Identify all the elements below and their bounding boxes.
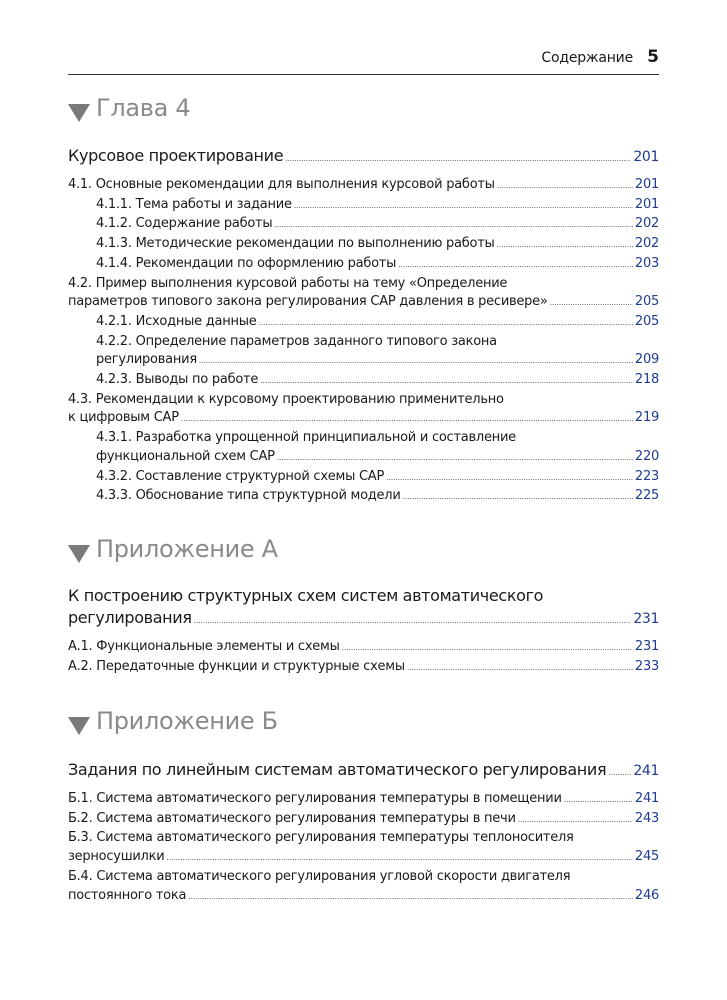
toc-entry-first-line[interactable]: 4.2.2. Определение параметров заданного типового закона: [96, 333, 497, 349]
toc-entry-text: А.1. Функциональные элементы и схемы: [68, 639, 340, 654]
toc-entry[interactable]: [68, 255, 659, 275]
toc-entry[interactable]: [68, 313, 659, 333]
toc-page-number: 233: [634, 658, 659, 674]
toc-page-number: 205: [634, 294, 659, 310]
toc-page-number: 220: [634, 448, 659, 464]
section-heading: [68, 537, 659, 577]
toc-entry-text: Б.1. Система автоматического регулирования температуры в помещении: [68, 791, 562, 806]
toc-entry-text: регулирования: [96, 352, 197, 368]
toc-entry[interactable]: [68, 487, 659, 507]
section-title: Глава 4: [96, 94, 191, 122]
section-title: Приложение А: [96, 535, 278, 563]
toc-entry-text: 4.3.2. Составление структурной схемы САР: [96, 468, 385, 484]
leader-dots: [194, 607, 632, 632]
toc-entry-text: зерносушилки: [68, 849, 165, 865]
leader-dots: [181, 409, 633, 429]
toc-entry-text: регулирования: [68, 608, 192, 627]
toc-entry[interactable]: [68, 790, 659, 810]
toc-page-number: 231: [634, 639, 659, 654]
toc-entry[interactable]: [68, 448, 659, 468]
leader-dots: [258, 313, 632, 333]
toc-entry[interactable]: [68, 658, 659, 678]
toc-entry-first-line[interactable]: К построению структурных схем систем автоматического: [68, 586, 544, 605]
leader-dots: [398, 255, 633, 275]
toc-entry-text: функциональной схем САР: [96, 448, 275, 464]
page-number: 5: [647, 47, 659, 67]
leader-dots: [294, 196, 633, 216]
toc-page-number: 241: [633, 763, 659, 779]
toc-entry[interactable]: [68, 887, 659, 907]
toc-entry[interactable]: [68, 848, 659, 868]
toc-page-number: 241: [634, 791, 659, 806]
leader-dots: [497, 176, 633, 196]
section-title: Приложение Б: [96, 707, 278, 735]
toc-page-number: 246: [634, 887, 659, 903]
leader-dots: [608, 759, 631, 784]
toc-entry[interactable]: [68, 293, 659, 313]
toc-entry[interactable]: [68, 759, 659, 784]
toc-entry-text: 4.2.3. Выводы по работе: [96, 372, 259, 388]
triangle-marker-icon: [68, 104, 90, 122]
toc-entry-text: 4.1. Основные рекомендации для выполнения курсовой работы: [68, 177, 495, 192]
toc-entry-text: А.2. Передаточные функции и структурные схемы: [68, 658, 405, 674]
running-header-title: Содержание: [541, 50, 633, 66]
toc-entry-text: 4.1.2. Содержание работы: [96, 216, 273, 232]
toc-entry-first-line[interactable]: Б.4. Система автоматического регулирования угловой скорости двигателя: [68, 868, 571, 884]
toc-entry-text: параметров типового закона регулирования САР давления в ресивере»: [68, 294, 548, 310]
toc-page-number: 225: [634, 488, 659, 504]
toc-entry-text: Б.2. Система автоматического регулирования температуры в печи: [68, 810, 516, 826]
toc-entry[interactable]: [68, 607, 659, 632]
toc-page-number: 203: [634, 255, 659, 271]
toc-page-number: 202: [634, 236, 659, 252]
toc-entry[interactable]: [68, 371, 659, 391]
toc-page-number: 231: [633, 611, 659, 627]
toc-entry[interactable]: [68, 235, 659, 255]
toc-entry[interactable]: [68, 215, 659, 235]
leader-dots: [403, 487, 633, 507]
toc-entry-text: 4.1.4. Рекомендации по оформлению работы: [96, 255, 397, 271]
triangle-marker-icon: [68, 717, 90, 735]
leader-dots: [274, 215, 633, 235]
toc-entry[interactable]: [68, 409, 659, 429]
toc-page-number: 209: [634, 352, 659, 368]
toc-entry[interactable]: [68, 176, 659, 196]
toc-entry-first-line[interactable]: 4.3.1. Разработка упрощенной принципиальной и составление: [96, 430, 516, 446]
toc-page-number: 243: [634, 810, 659, 826]
running-header: [68, 47, 659, 75]
appendix-b-section: [68, 709, 659, 906]
leader-dots: [166, 848, 633, 868]
toc-entry-text: 4.2.1. Исходные данные: [96, 313, 257, 329]
leader-dots: [564, 790, 633, 810]
leader-dots: [199, 351, 633, 371]
toc-entry-text: 4.1.3. Методические рекомендации по выполнению работы: [96, 236, 495, 252]
leader-dots: [386, 468, 633, 488]
toc-page-number: 202: [634, 216, 659, 232]
toc-entry-first-line[interactable]: Б.3. Система автоматического регулирования температуры теплоносителя: [68, 830, 574, 846]
toc-entry-text: Курсовое проектирование: [68, 146, 284, 165]
toc-page-number: 219: [634, 410, 659, 426]
toc-entry[interactable]: [68, 196, 659, 216]
leader-dots: [518, 810, 633, 830]
toc-entry[interactable]: [68, 810, 659, 830]
toc-entry[interactable]: [68, 351, 659, 371]
leader-dots: [260, 371, 633, 391]
leader-dots: [277, 448, 633, 468]
toc-entry-text: к цифровым САР: [68, 410, 179, 426]
toc-entry-text: 4.3.3. Обоснование типа структурной модели: [96, 488, 401, 504]
toc-entry-first-line[interactable]: 4.3. Рекомендации к курсовому проектированию применительно: [68, 391, 504, 407]
toc-entry[interactable]: [68, 638, 659, 658]
leader-dots: [188, 887, 633, 907]
section-heading: [68, 96, 659, 136]
leader-dots: [407, 658, 633, 678]
toc-entry-text: постоянного тока: [68, 887, 187, 903]
toc-entry[interactable]: [68, 468, 659, 488]
leader-dots: [342, 638, 633, 658]
toc-entry-text: Задания по линейным системам автоматического регулирования: [68, 760, 607, 779]
leader-dots: [550, 293, 633, 313]
chapter-4-section: [68, 96, 659, 507]
toc-page-number: 201: [634, 196, 659, 212]
toc-entry-first-line[interactable]: 4.2. Пример выполнения курсовой работы на тему «Определение: [68, 275, 508, 291]
toc-page-number: 201: [633, 149, 659, 165]
toc-page-number: 218: [634, 372, 659, 388]
toc-page-number: 201: [634, 177, 659, 192]
toc-page-number: 223: [634, 468, 659, 484]
toc-entry[interactable]: [68, 145, 659, 170]
leader-dots: [497, 235, 633, 255]
appendix-a-section: [68, 537, 659, 677]
toc-page-number: 245: [634, 849, 659, 865]
toc-entry-text: 4.1.1. Тема работы и задание: [96, 196, 292, 212]
toc-page-number: 205: [634, 313, 659, 329]
section-heading: [68, 709, 659, 749]
triangle-marker-icon: [68, 545, 90, 563]
leader-dots: [285, 145, 631, 170]
